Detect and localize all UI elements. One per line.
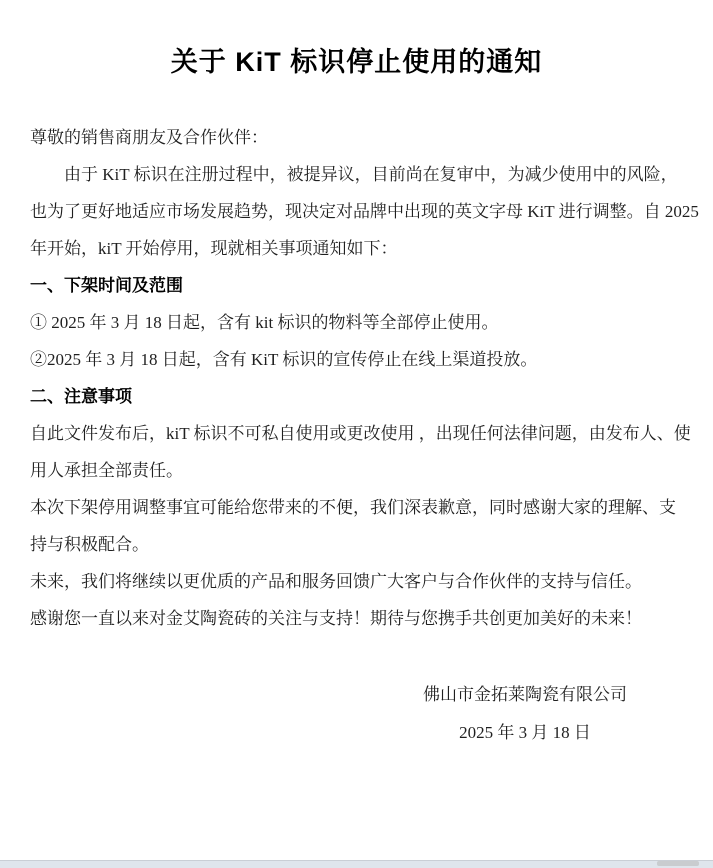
intro-line-2: 也为了更好地适应市场发展趋势，现决定对品牌中出现的英文字母 KiT 进行调整。自 2025 <box>30 202 699 221</box>
signature-company: 佛山市金拓莱陶瓷有限公司 <box>423 685 627 704</box>
section-notes-heading: 二、注意事项 <box>30 387 132 406</box>
bottom-scrollbar-track[interactable] <box>0 860 713 868</box>
takedown-item-1: ① 2025 年 3 月 18 日起，含有 kit 标识的物料等全部停止使用。 <box>30 313 499 332</box>
section-takedown-heading: 一、下架时间及范围 <box>30 276 183 295</box>
notes-line-3: 本次下架停用调整事宜可能给您带来的不便，我们深表歉意，同时感谢大家的理解、支 <box>30 498 676 517</box>
notes-line-1: 自此文件发布后，kiT 标识不可私自使用或更改使用 ，出现任何法律问题，由发布人、使 <box>30 424 691 443</box>
intro-line-1: 由于 KiT 标识在注册过程中，被提异议，目前尚在复审中，为减少使用中的风险， <box>64 165 678 184</box>
notes-line-5: 未来，我们将继续以更优质的产品和服务回馈广大客户与合作伙伴的支持与信任。 <box>30 572 642 591</box>
signature-block <box>415 676 635 752</box>
signature-date: 2025 年 3 月 18 日 <box>459 723 591 742</box>
greeting-line: 尊敬的销售商朋友及合作伙伴： <box>30 128 268 147</box>
notes-line-2: 用人承担全部责任。 <box>30 461 183 480</box>
notes-line-4: 持与积极配合。 <box>30 535 149 554</box>
document-title: 关于 KiT 标识停止使用的通知 <box>170 47 543 77</box>
takedown-item-2: ②2025 年 3 月 18 日起，含有 KiT 标识的宣传停止在线上渠道投放。 <box>30 350 538 369</box>
intro-line-3: 年开始，kiT 开始停用，现就相关事项通知如下： <box>30 239 398 258</box>
document-body <box>30 119 699 637</box>
scrollbar-thumb[interactable] <box>657 861 699 866</box>
notes-line-6: 感谢您一直以来对金艾陶瓷砖的关注与支持！期待与您携手共创更加美好的未来！ <box>30 609 642 628</box>
